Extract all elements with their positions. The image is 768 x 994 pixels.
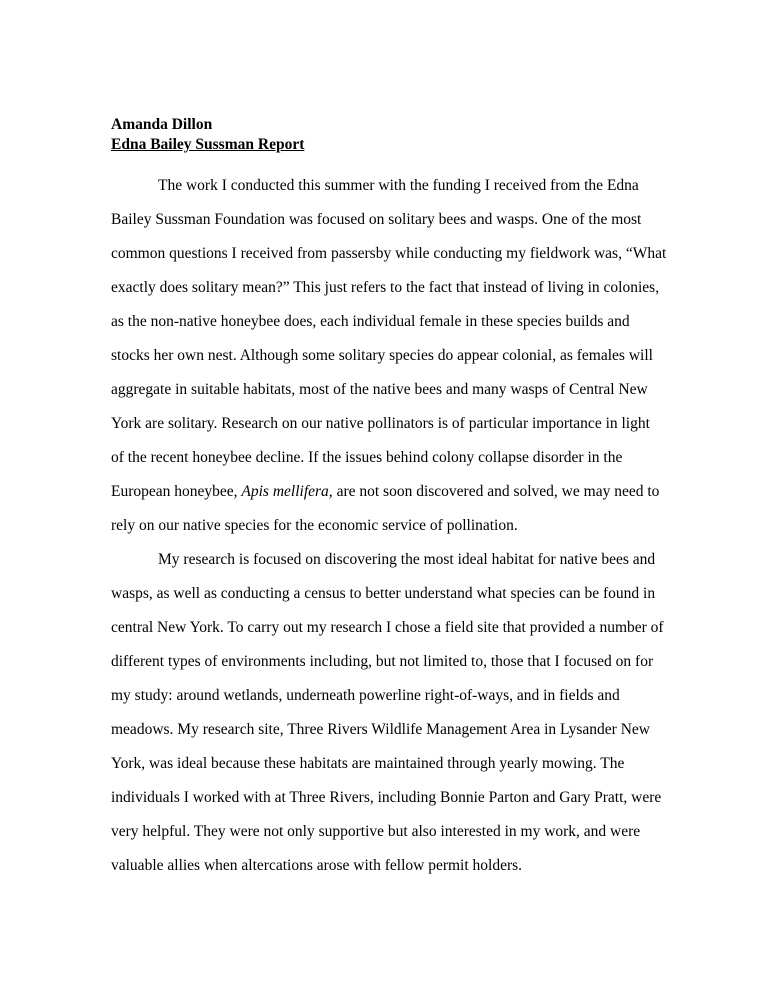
paragraph-1-line-3: common questions I received from passersby while conducting my fieldwork was, “What (111, 245, 667, 262)
report-title: Edna Bailey Sussman Report (111, 136, 305, 153)
paragraph-2-line-9: very helpful. They were not only supportive but also interested in my work, and were (111, 823, 641, 840)
paragraph-2-line-6: meadows. My research site, Three Rivers Wildlife Management Area in Lysander New (111, 721, 650, 738)
paragraph-2-line-2: wasps, as well as conducting a census to better understand what species can be found in (111, 585, 656, 602)
paragraph-1-line-6: stocks her own nest. Although some solitary species do appear colonial, as females will (111, 347, 653, 364)
paragraph-1-line-7: aggregate in suitable habitats, most of the native bees and many wasps of Central New (111, 381, 648, 398)
paragraph-1-line-11: rely on our native species for the economic service of pollination. (111, 517, 518, 534)
line-text-after-species: are not soon discovered and solved, we may need to (332, 483, 660, 500)
species-name-italic: Apis mellifera, (241, 483, 333, 500)
paragraph-2-line-7: York, was ideal because these habitats are maintained through yearly mowing. The (111, 755, 625, 772)
paragraph-2-line-1: My research is focused on discovering the most ideal habitat for native bees and (158, 551, 656, 568)
paragraph-1-line-2: Bailey Sussman Foundation was focused on solitary bees and wasps. One of the most (111, 211, 642, 228)
author-name: Amanda Dillon (111, 116, 213, 133)
paragraph-1-line-5: as the non-native honeybee does, each individual female in these species builds and (111, 313, 630, 330)
paragraph-2-line-3: central New York. To carry out my research I chose a field site that provided a number of (111, 619, 664, 636)
paragraph-1-line-4: exactly does solitary mean?” This just refers to the fact that instead of living in colonies, (111, 279, 660, 296)
paragraph-2-line-8: individuals I worked with at Three Rivers, including Bonnie Parton and Gary Pratt, were (111, 789, 662, 806)
paragraph-2-line-10: valuable allies when altercations arose with fellow permit holders. (111, 857, 523, 874)
paragraph-1-line-1: The work I conducted this summer with the funding I received from the Edna (158, 177, 639, 194)
paragraph-2-line-5: my study: around wetlands, underneath powerline right-of-ways, and in fields and (111, 687, 620, 704)
paragraph-1-line-9: of the recent honeybee decline. If the issues behind colony collapse disorder in the (111, 449, 623, 466)
paragraph-2-line-4: different types of environments including, but not limited to, those that I focused on for (111, 653, 654, 670)
paragraph-1-line-8: York are solitary. Research on our native pollinators is of particular importance in light (111, 415, 650, 432)
paragraph-1-line-10 (111, 483, 659, 501)
line-text-before-species: European honeybee, (111, 483, 242, 500)
